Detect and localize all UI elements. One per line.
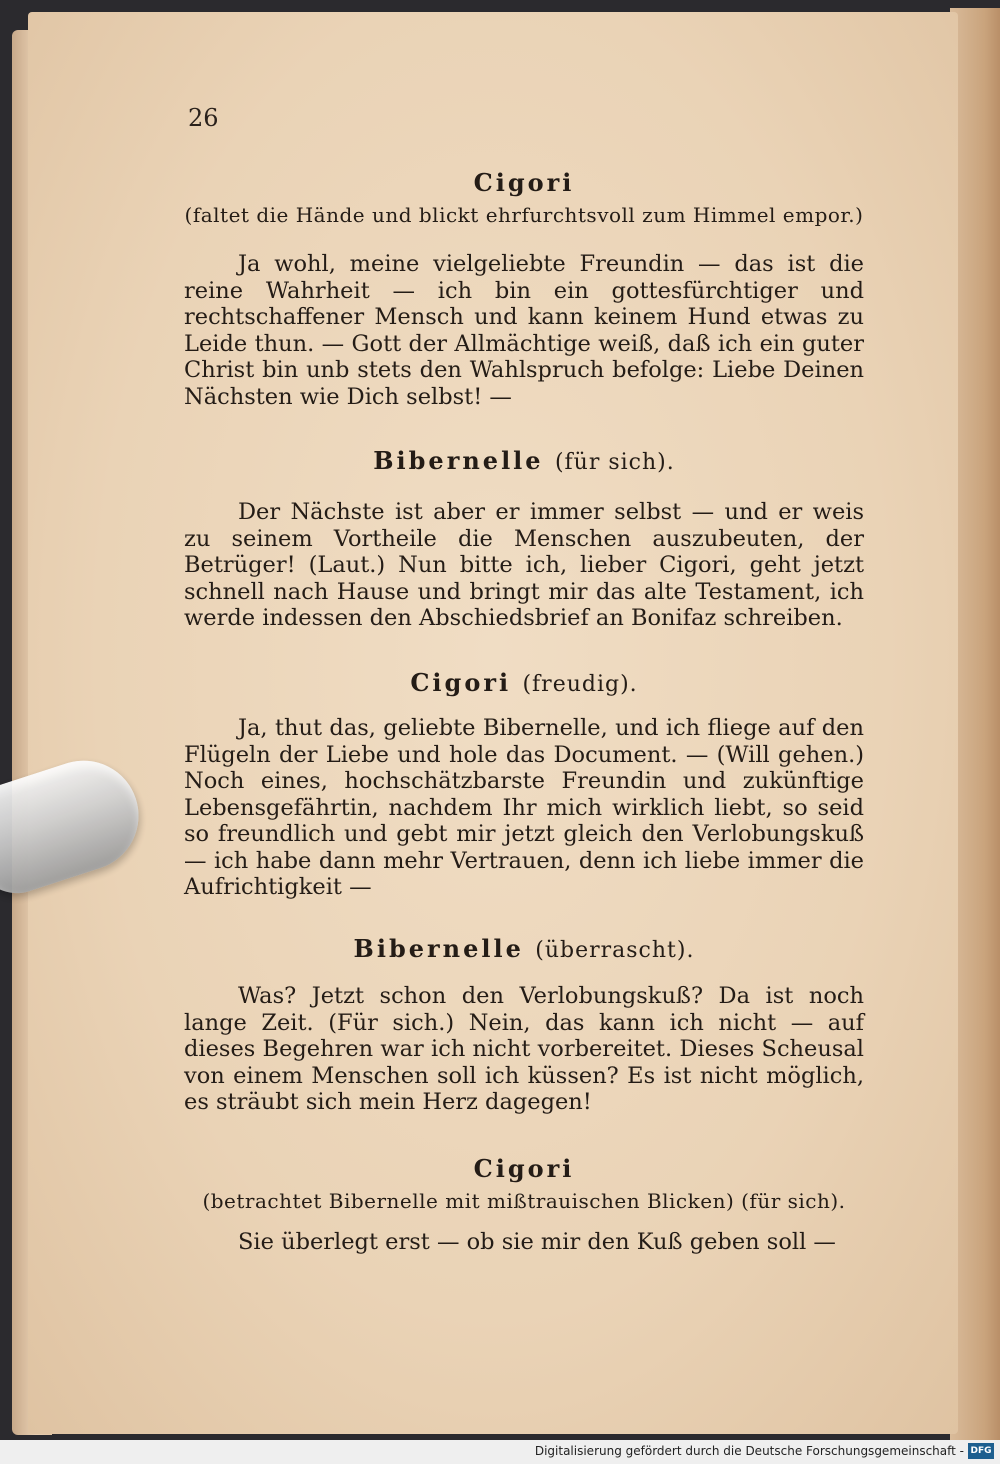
speaker-note: (überrascht).	[535, 938, 695, 963]
dialogue-text: Ja, thut das, geliebte Bibernelle, und ich fliege auf den Flügeln der Liebe und hole das Document. — (Will gehen.) Noch eines, hochschätzbarste Freundin und zukünftige Lebensgefährtin, nachdem Ihr mich wirklich liebt, so seid so freundlich und gebt mir jetzt gleich den Verlobungskuß — ich habe dann mehr Vertrauen, denn ich liebe immer die Aufrichtigkeit —	[184, 715, 864, 900]
speaker-line	[184, 668, 864, 697]
dfg-logo: DFG	[968, 1443, 994, 1459]
dialogue-text: Der Nächste ist aber er immer selbst — und er weis zu seinem Vortheile die Menschen auszubeuten, der Betrüger! (Laut.) Nun bitte ich, lieber Cigori, geht jetzt schnell nach Hause und bringt mir das alte Testament, ich werde indessen den Abschiedsbrief an Bonifaz schreiben.	[184, 499, 864, 631]
dialogue-block-2	[184, 446, 864, 632]
dialogue-text: Sie überlegt erst — ob sie mir den Kuß geben soll —	[238, 1229, 836, 1255]
dialogue-text: Ja wohl, meine vielgeliebte Freundin — das ist die reine Wahrheit — ich bin ein gottesfürchtiger und rechtschaffener Mensch und kann keinem Hund etwas zu Leide thun. — Gott der Allmächtige weiß, daß ich ein guter Christ bin unb stets den Wahlspruch befolge: Liebe Deinen Nächsten wie Dich selbst! —	[184, 251, 864, 410]
speaker-line	[184, 934, 864, 963]
speaker-name: Cigori	[473, 1154, 575, 1183]
page-number: 26	[188, 104, 219, 132]
dialogue-block-1	[184, 168, 864, 410]
speaker-note: (freudig).	[522, 672, 638, 697]
speaker-name: Bibernelle	[353, 934, 524, 963]
speaker-name: Cigori	[473, 168, 575, 197]
dialogue-block-4	[184, 934, 864, 1116]
dialogue-block-5	[184, 1154, 864, 1256]
dialogue-block-3	[184, 668, 864, 901]
dialogue-text: Was? Jetzt schon den Verlobungskuß? Da ist noch lange Zeit. (Für sich.) Nein, das kann ich nicht — auf dieses Begehren war ich nicht vorbereitet. Dieses Scheusal von einem Menschen soll ich küssen? Es ist nicht möglich, es sträubt sich mein Herz dagegen!	[184, 983, 864, 1115]
stage-direction: (betrachtet Bibernelle mit mißtrauischen Blicken) (für sich).	[202, 1189, 846, 1213]
speaker-note: (für sich).	[554, 450, 675, 475]
speaker-name: Bibernelle	[373, 446, 544, 475]
speaker-line	[184, 446, 864, 475]
stage-direction: (faltet die Hände und blickt ehrfurchtsvoll zum Himmel empor.)	[184, 203, 864, 227]
footer-bar	[0, 1440, 1000, 1464]
speaker-name: Cigori	[410, 668, 512, 697]
funding-credit: Digitalisierung gefördert durch die Deutsche Forschungsgemeinschaft -	[534, 1444, 964, 1458]
